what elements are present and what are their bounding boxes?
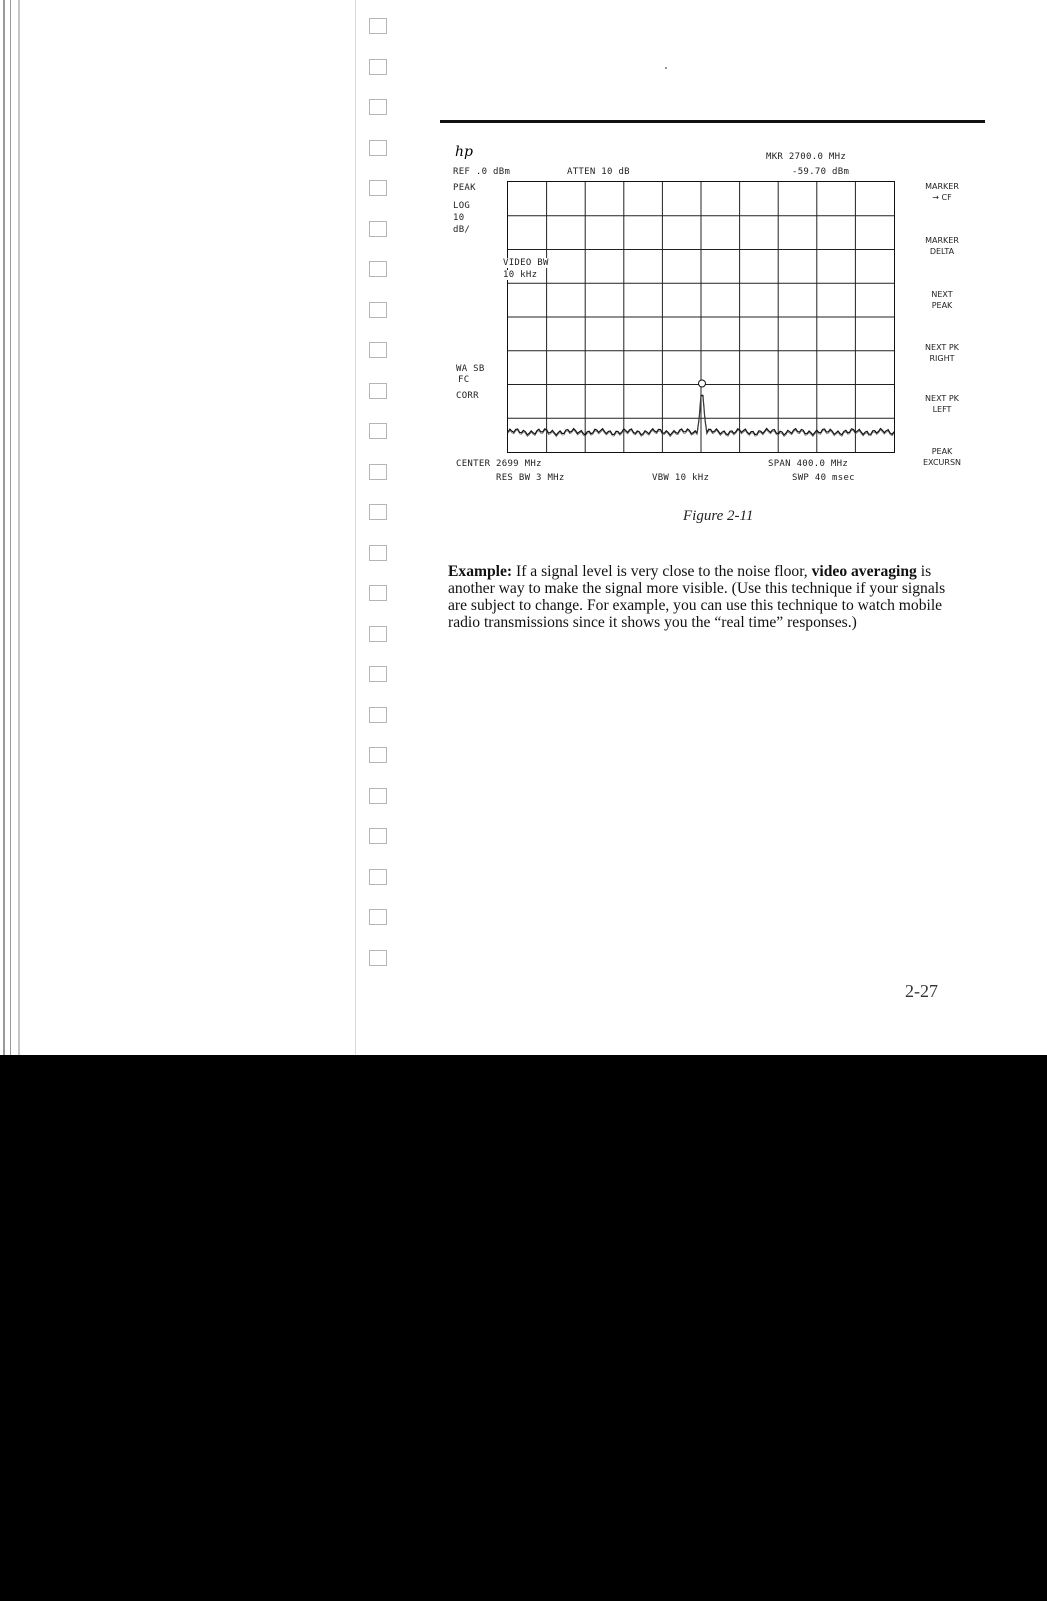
softkey-peak-excursn[interactable]	[902, 446, 982, 468]
corr-label: CORR	[456, 391, 479, 401]
softkey-line: PEAK	[931, 447, 953, 456]
spectrum-plot	[508, 182, 894, 452]
softkey-line: NEXT	[931, 290, 953, 299]
softkey-line: DELTA	[929, 247, 955, 256]
marker-frequency: MKR 2700.0 MHz	[766, 152, 847, 162]
example-paragraph	[448, 563, 968, 631]
softkey-line: MARKER	[925, 236, 959, 245]
softkey-line: NEXT PK	[925, 343, 959, 352]
spectrum-display	[503, 181, 895, 453]
video-averaging-term: video averaging	[811, 563, 917, 580]
softkey-line: → CF	[932, 193, 952, 202]
scale-value: 10	[453, 213, 465, 223]
softkey-line: EXCURSN	[922, 458, 961, 467]
figure-caption: Figure 2-11	[683, 508, 754, 524]
binder-holes	[369, 18, 391, 990]
video-bandwidth: VBW 10 kHz	[652, 473, 710, 483]
binder-edge-line	[18, 0, 20, 1055]
softkey-next-pk-left[interactable]	[902, 393, 982, 415]
video-bw-label: VIDEO BW	[503, 258, 549, 268]
binder-edge-line	[10, 0, 11, 1055]
fc-label: FC	[458, 375, 470, 385]
paragraph-text: is another way to make the signal more visible. (Use this technique if your signals are subject to change. For example, you can use this technique to watch mobile radio transmissions since it shows you the “real time” responses.)	[448, 563, 946, 631]
detector-mode: PEAK	[453, 183, 476, 193]
softkey-next-pk-right[interactable]	[902, 342, 982, 364]
example-lead: Example:	[448, 563, 513, 580]
hp-logo: hp	[455, 144, 473, 160]
wa-sb-label: WA SB	[456, 364, 485, 374]
softkey-marker-delta[interactable]	[902, 235, 982, 257]
softkey-line: LEFT	[932, 405, 952, 414]
binder-edge-line	[3, 0, 5, 1055]
scale-type: LOG	[453, 201, 471, 211]
page-number: 2-27	[905, 981, 938, 1001]
softkey-line: NEXT PK	[925, 394, 959, 403]
softkey-next-peak[interactable]	[902, 289, 982, 311]
binder-fold-line	[355, 0, 356, 1055]
softkey-line: RIGHT	[929, 354, 955, 363]
softkey-marker-cf[interactable]	[902, 181, 982, 203]
video-bw-value: 10 kHz	[503, 270, 538, 280]
header-rule	[440, 120, 985, 123]
softkey-line: MARKER	[925, 182, 959, 191]
marker-level: -59.70 dBm	[792, 167, 850, 177]
frequency-span: SPAN 400.0 MHz	[768, 459, 849, 469]
scale-unit: dB/	[453, 225, 471, 235]
attenuation: ATTEN 10 dB	[567, 167, 630, 177]
resolution-bandwidth: RES BW 3 MHz	[496, 473, 565, 483]
paragraph-text: If a signal level is very close to the noise floor,	[512, 563, 812, 580]
speck	[665, 67, 667, 69]
softkey-line: PEAK	[931, 301, 953, 310]
sweep-time: SWP 40 msec	[792, 473, 855, 483]
marker-symbol	[699, 380, 706, 387]
center-frequency: CENTER 2699 MHz	[456, 459, 542, 469]
ref-level: REF .0 dBm	[453, 167, 511, 177]
